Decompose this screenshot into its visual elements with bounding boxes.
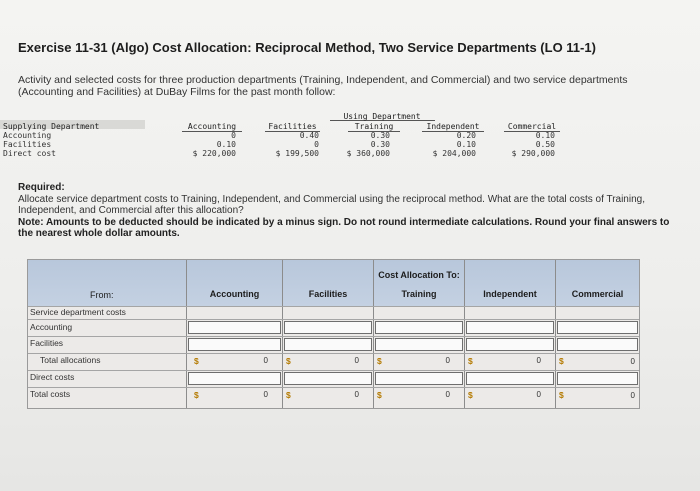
cell: $ 204,000: [432, 149, 476, 158]
input-accounting-training[interactable]: [375, 321, 463, 334]
total-allocations-accounting: 0: [263, 356, 268, 365]
cell: $ 220,000: [192, 149, 236, 158]
cell: 0.10: [535, 131, 555, 140]
cell: 0: [314, 140, 319, 149]
currency-symbol: $: [377, 356, 382, 366]
total-costs-commercial: 0: [630, 391, 635, 400]
ans-col-commercial: Commercial: [571, 289, 624, 299]
col-training: Training: [348, 122, 400, 132]
currency-symbol: $: [194, 356, 199, 366]
total-costs-facilities: 0: [354, 390, 359, 399]
from-header: From:: [90, 290, 114, 300]
currency-symbol: $: [559, 390, 564, 400]
row-accounting: Accounting: [30, 322, 73, 332]
input-facilities-facilities[interactable]: [284, 338, 372, 351]
input-accounting-commercial[interactable]: [557, 321, 638, 334]
row-label-accounting: Accounting: [3, 131, 52, 140]
page-title: Exercise 11-31 (Algo) Cost Allocation: Reciprocal Method, Two Service Departments (LO 11-1): [18, 40, 596, 55]
cell: 0.30: [370, 131, 390, 140]
ans-col-accounting: Accounting: [209, 289, 260, 299]
given-data-table: [0, 112, 700, 174]
col-accounting: Accounting: [182, 122, 242, 132]
cell: 0.40: [299, 131, 319, 140]
cell: $ 199,500: [275, 149, 319, 158]
row-label-facilities: Facilities: [3, 140, 52, 149]
input-accounting-accounting[interactable]: [188, 321, 281, 334]
supplying-department-header: Supplying Department: [3, 122, 100, 131]
total-allocations-commercial: 0: [630, 357, 635, 366]
input-direct-accounting[interactable]: [188, 372, 281, 385]
answer-table: [27, 259, 640, 409]
currency-symbol: $: [468, 356, 473, 366]
currency-symbol: $: [286, 356, 291, 366]
required-heading: Required:: [18, 182, 65, 193]
ans-col-independent: Independent: [483, 289, 537, 299]
cell: 0.50: [535, 140, 555, 149]
cell: 0.10: [216, 140, 236, 149]
ans-col-training: Training: [401, 289, 437, 299]
total-allocations-independent: 0: [536, 356, 541, 365]
cell: 0.20: [456, 131, 476, 140]
cell: 0.10: [456, 140, 476, 149]
required-text: Allocate service department costs to Training, Independent, and Commercial using the reciprocal method. What are the total costs of Training, Independent, and Commercial after this allocation?: [18, 193, 645, 216]
total-costs-independent: 0: [536, 390, 541, 399]
total-allocations-facilities: 0: [354, 356, 359, 365]
required-note: Note: Amounts to be deducted should be indicated by a minus sign. Do not round intermediate calculations. Round your final answers to the nearest whole dollar amounts.: [18, 216, 670, 239]
total-costs-training: 0: [445, 390, 450, 399]
using-department-header: Using Department: [343, 112, 421, 121]
ans-col-facilities: Facilities: [308, 289, 348, 299]
cell: 0: [231, 131, 236, 140]
currency-symbol: $: [286, 390, 291, 400]
cell: $ 360,000: [346, 149, 390, 158]
input-facilities-training[interactable]: [375, 338, 463, 351]
currency-symbol: $: [194, 390, 199, 400]
row-direct-costs: Direct costs: [30, 372, 75, 382]
row-service-department-costs: Service department costs: [30, 307, 126, 317]
col-facilities: Facilities: [265, 122, 320, 132]
input-direct-training[interactable]: [375, 372, 463, 385]
row-total-allocations: Total allocations: [40, 355, 101, 365]
input-facilities-independent[interactable]: [466, 338, 554, 351]
input-accounting-facilities[interactable]: [284, 321, 372, 334]
total-costs-accounting: 0: [263, 390, 268, 399]
required-section: [18, 182, 683, 240]
input-accounting-independent[interactable]: [466, 321, 554, 334]
col-independent: Independent: [422, 122, 484, 132]
row-label-direct-cost: Direct cost: [3, 149, 56, 158]
input-direct-commercial[interactable]: [557, 372, 638, 385]
input-direct-independent[interactable]: [466, 372, 554, 385]
input-facilities-accounting[interactable]: [188, 338, 281, 351]
cell: $ 290,000: [511, 149, 555, 158]
total-allocations-training: 0: [445, 356, 450, 365]
currency-symbol: $: [468, 390, 473, 400]
currency-symbol: $: [377, 390, 382, 400]
row-total-costs: Total costs: [30, 389, 71, 399]
cost-allocation-to-header: Cost Allocation To:: [378, 270, 460, 280]
input-direct-facilities[interactable]: [284, 372, 372, 385]
row-facilities: Facilities: [30, 338, 64, 348]
currency-symbol: $: [559, 356, 564, 366]
input-facilities-commercial[interactable]: [557, 338, 638, 351]
cell: 0.30: [370, 140, 390, 149]
intro-text: Activity and selected costs for three production departments (Training, Independent, and Commercial) and two service departments (Accounting and Facilities) at DuBay Films for the past month follow:: [18, 74, 628, 98]
col-commercial: Commercial: [504, 122, 560, 132]
